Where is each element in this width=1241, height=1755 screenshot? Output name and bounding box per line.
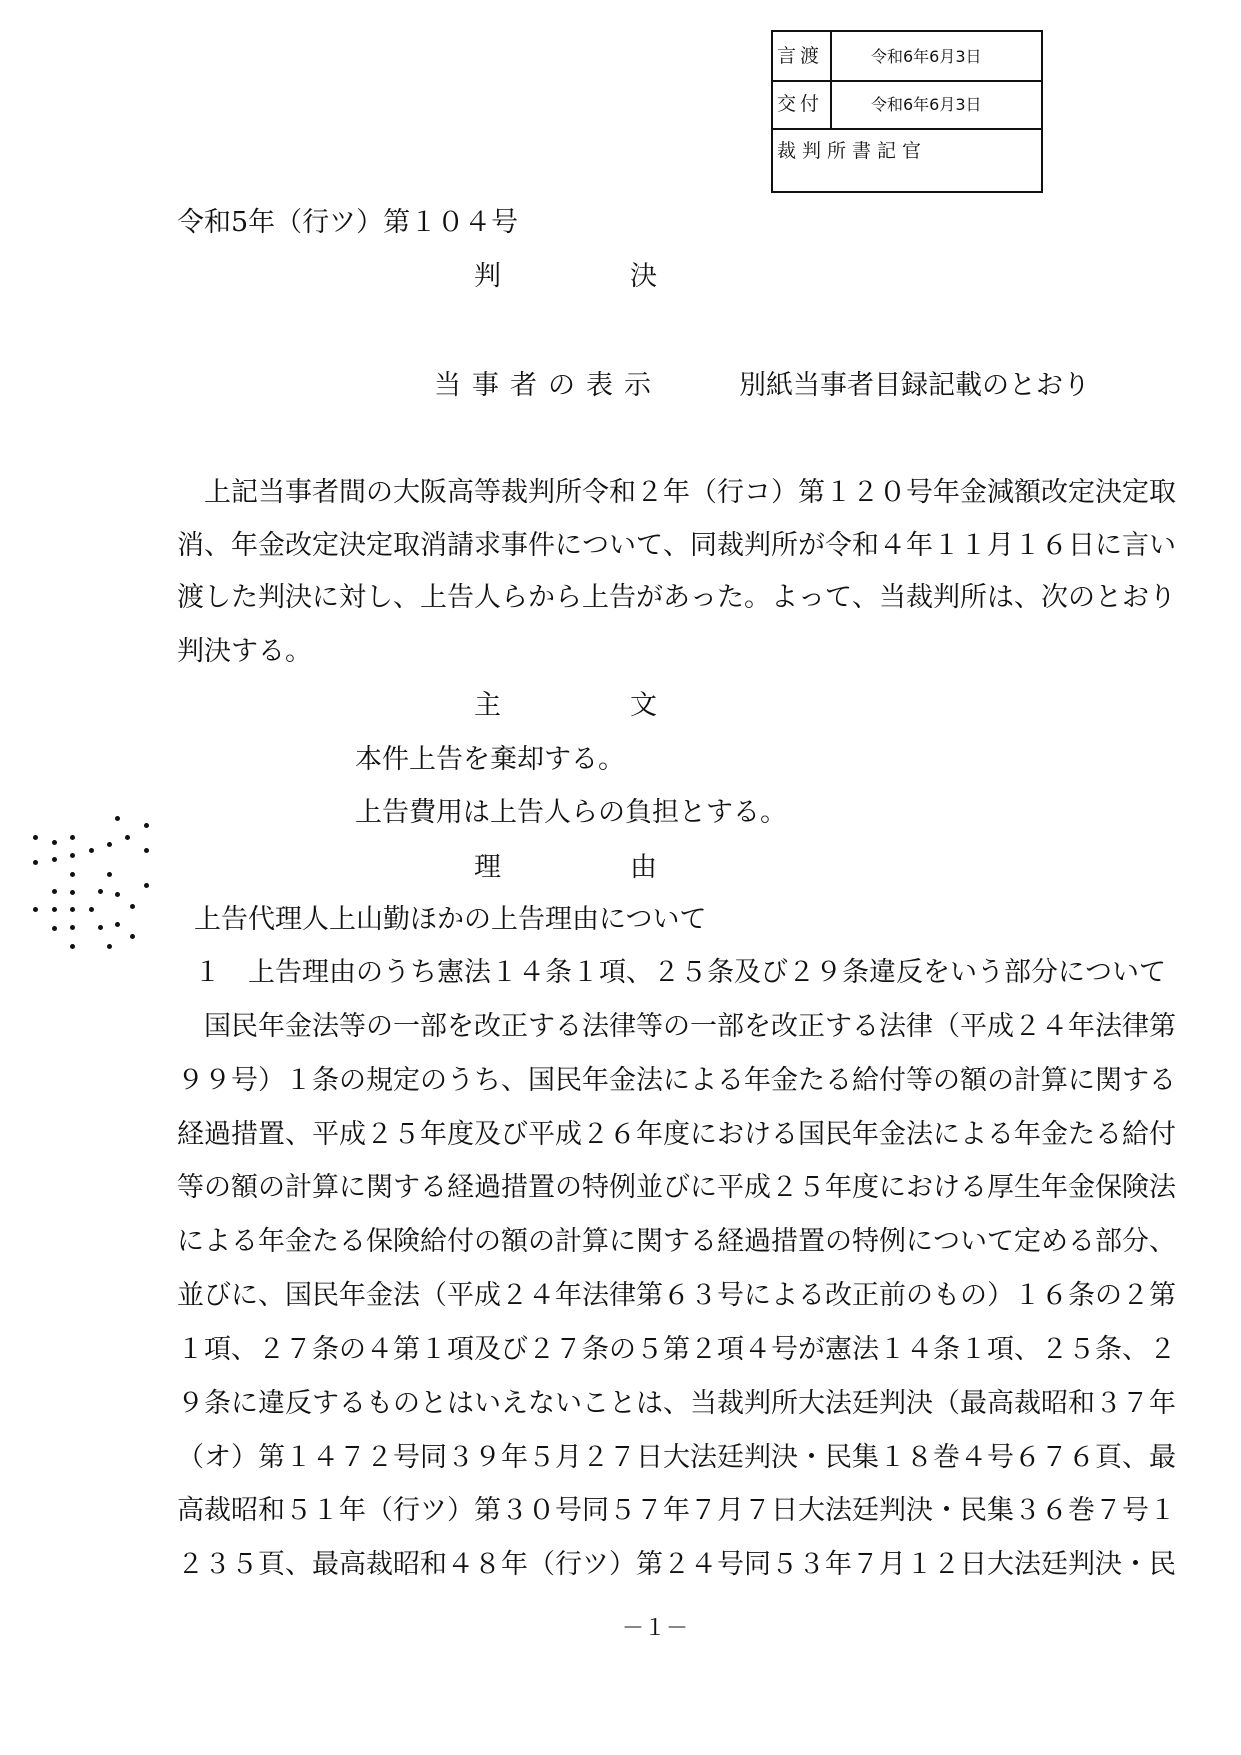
reasons-line: 並 び に 、 国 民 年 金 法 （ 平 成 ２ ４ 年 法 律 第 ６ ３ 号 に よ る 改 正 前 の も の ） １ ６ 条 の ２ 第 [177,1280,1176,1311]
reasons-line: ９ 条 に 違 反 す る も の と は い え な い こ と は 、 当 裁 判 所 大 法 廷 判 決 （ 最 高 裁 昭 和 ３ ７ 年 [177,1388,1176,1419]
dot [70,925,75,930]
parties-value: 別紙当事者目録記載のとおり [739,370,1090,401]
dot [70,853,75,858]
title-char-right: 決 [630,261,657,292]
dot [130,934,135,939]
main-text-line: 上告費用は上告人らの負担とする。 [355,797,787,828]
main-text-line: 本件上告を棄却する。 [355,744,625,775]
dot [144,883,149,888]
parties-label: 当事者の表示 [434,370,662,401]
dot [33,860,38,865]
dot [70,944,75,949]
dot [115,892,120,897]
stamp-label: 交付 [777,93,824,115]
reasons-line: 経 過 措 置 、 平 成 ２ ５ 年 度 及 び 平 成 ２ ６ 年 度 に お け る 国 民 年 金 法 に よ る 年 金 た る 給 付 [177,1119,1176,1150]
dot [70,907,75,912]
clerk-label: 裁判所書記官 [777,140,928,162]
dot [33,907,38,912]
stamp-row-delivered [773,80,1041,130]
reasons-intro: 上告代理人上山勤ほかの上告理由について [194,904,707,935]
intro-line: 消 、 年 金 改 定 決 定 取 消 請 求 事 件 に つ い て 、 同 裁 判 所 が 令 和 ４ 年 １ １ 月 １ ６ 日 に 言 い [177,530,1176,561]
title-char-left: 判 [474,261,501,292]
reasons-line: 高 裁 昭 和 ５ １ 年 （ 行 ツ ） 第 ３ ０ 号 同 ５ ７ 年 ７ 月 ７ 日 大 法 廷 判 決 ・ 民 集 ３ ６ 巻 ７ 号 １ [177,1495,1176,1526]
dot [107,872,112,877]
dot [107,842,112,847]
stamp-divider [830,32,832,128]
delivery-stamp-box [771,30,1043,193]
dot [52,889,57,894]
dot [89,907,94,912]
dot [52,926,57,931]
dot [98,925,103,930]
dot [98,889,103,894]
intro-line: 渡 し た 判 決 に 対 し 、 上 告 人 ら か ら 上 告 が あ っ た 。 よ っ て 、 当 裁 判 所 は 、 次 の と お り [177,582,1176,613]
reasons-line: に よ る 年 金 た る 保 険 給 付 の 額 の 計 算 に 関 す る 経 過 措 置 の 特 例 に つ い て 定 め る 部 分 、 [177,1226,1176,1257]
stamp-date: 令和6年6月3日 [871,47,982,66]
reasons-line: （ オ ） 第 １ ４ ７ ２ 号 同 ３ ９ 年 ５ 月 ２ ７ 日 大 法 廷 判 決 ・ 民 集 １ ８ 巻 ４ 号 ６ ７ ６ 頁 、 最 [177,1442,1176,1473]
intro-line: 上 記 当 事 者 間 の 大 阪 高 等 裁 判 所 令 和 ２ 年 （ 行 コ ） 第 １ ２ ０ 号 年 金 減 額 改 定 決 定 取 [204,477,1176,508]
stamp-row-pronounced [773,32,1041,82]
intro-line: 判決する。 [177,636,312,667]
dot [107,944,112,949]
reasons-line: ９ ９ 号 ） １ 条 の 規 定 の う ち 、 国 民 年 金 法 に よ る 年 金 た る 給 付 等 の 額 の 計 算 に 関 す る [177,1065,1176,1096]
reasons-line: 等 の 額 の 計 算 に 関 す る 経 過 措 置 の 特 例 並 び に 平 成 ２ ５ 年 度 に お け る 厚 生 年 金 保 険 法 [177,1172,1176,1203]
reasons-line: １ 上 告 理 由 の う ち 憲 法 １ ４ 条 １ 項 、 ２ ５ 条 及 び ２ ９ 条 違 反 を い う 部 分 に つ い て [194,957,1166,988]
case-number: 令和5年（行ツ）第１０４号 [177,207,519,238]
dot [70,835,75,840]
dot [52,840,57,845]
main-text-heading-left: 主 [474,690,501,721]
dot [52,907,57,912]
stamp-date: 令和6年6月3日 [871,95,982,114]
dot [125,835,130,840]
dot [70,872,75,877]
reasons-line: ２ ３ ５ 頁 、 最 高 裁 昭 和 ４ ８ 年 （ 行 ツ ） 第 ２ ４ 号 同 ５ ３ 年 ７ 月 １ ２ 日 大 法 廷 判 決 ・ 民 [177,1549,1176,1580]
dot [144,848,149,853]
dot [144,823,149,828]
dot [52,857,57,862]
dot [115,922,120,927]
dot [130,904,135,909]
reasons-line: 国 民 年 金 法 等 の 一 部 を 改 正 す る 法 律 等 の 一 部 を 改 正 す る 法 律 （ 平 成 ２ ４ 年 法 律 第 [204,1011,1176,1042]
page-number: －１－ [622,1616,689,1641]
main-text-heading-right: 文 [630,690,657,721]
reasons-line: １ 項 、 ２ ７ 条 の ４ 第 １ 項 及 び ２ ７ 条 の ５ 第 ２ 項 ４ 号 が 憲 法 １ ４ 条 １ 項 、 ２ ５ 条 、 ２ [177,1334,1176,1365]
reasons-heading-right: 由 [630,852,657,883]
reasons-heading-left: 理 [474,852,501,883]
dot [115,816,120,821]
dot [70,890,75,895]
dot [33,835,38,840]
dot [89,848,94,853]
stamp-label: 言渡 [777,45,824,67]
